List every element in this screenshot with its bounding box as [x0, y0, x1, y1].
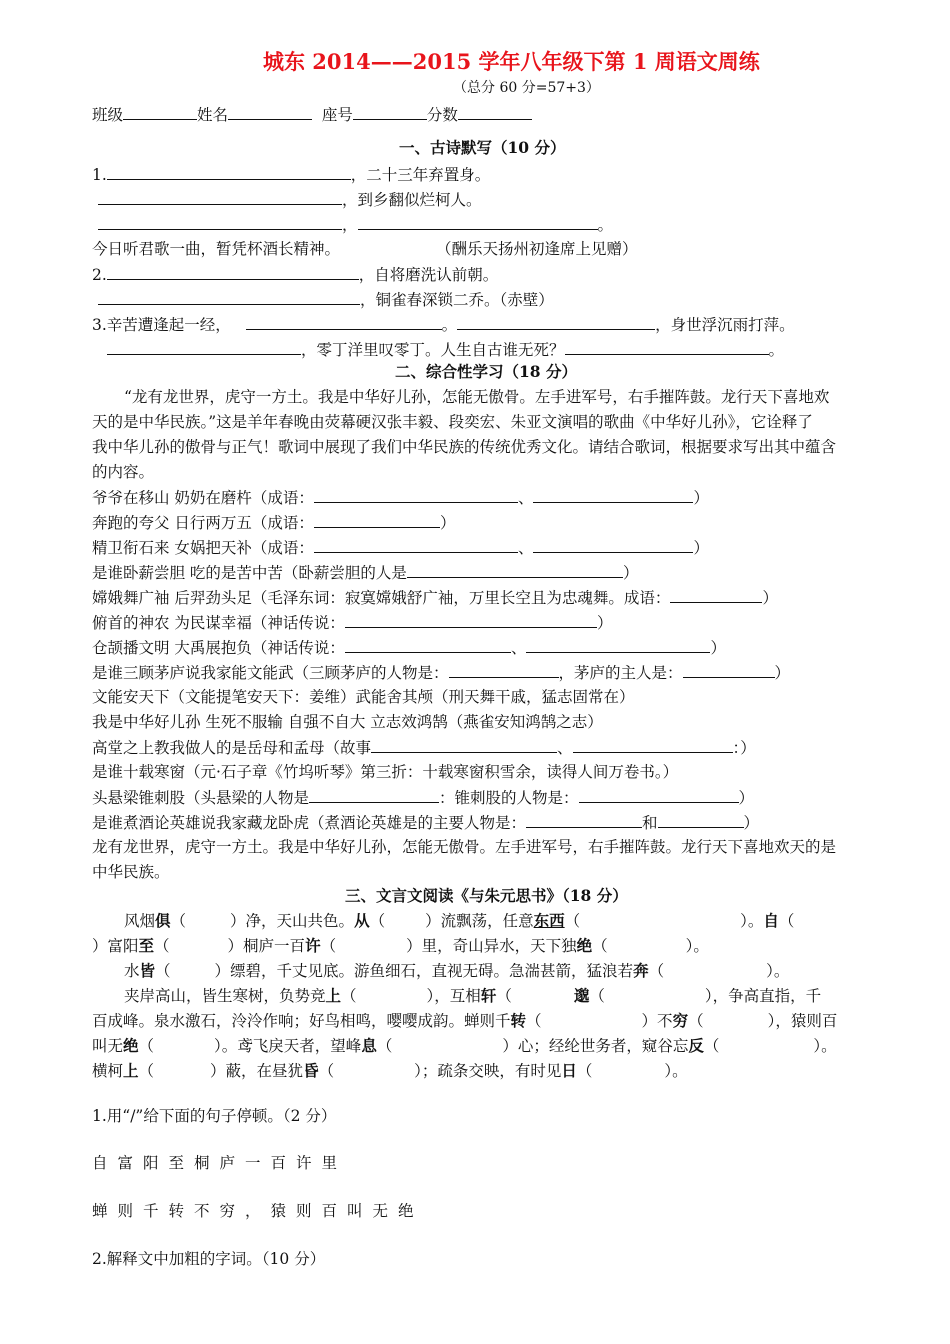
answer-blank[interactable]	[407, 562, 623, 578]
question-1: 1.用“/”给下面的句子停顿。（2 分）	[92, 1107, 337, 1125]
section1-heading: 一、古诗默写（10 分）	[399, 138, 566, 157]
answer-blank[interactable]	[314, 487, 518, 503]
answer-blank[interactable]	[98, 189, 342, 205]
answer-blank[interactable]	[98, 214, 342, 230]
score-field[interactable]	[458, 104, 532, 120]
s3-passage-line-7: 横柯上（ ）蔽，在昼犹昏（ ）；疏条交映，有时见日（ ）。	[92, 1061, 688, 1080]
s2-line-8: 是谁三顾茅庐说我家能文能武（三顾茅庐的人物是： ，茅庐的主人是： ）	[92, 664, 791, 682]
answer-blank[interactable]	[670, 587, 762, 603]
answer-blank[interactable]	[533, 487, 693, 503]
s3-passage-line-1: 风烟俱（ ）净，天山共色。从（ ）流飘荡，任意东西（ ）。自（	[124, 911, 795, 930]
answer-blank[interactable]	[309, 787, 439, 803]
s2-intro-4: 的内容。	[92, 463, 155, 481]
s1-q1-source: （酬乐天扬州初逢席上见赠）	[436, 240, 638, 258]
s2-line-11: 高堂之上教我做人的是岳母和孟母（故事 、 ：）	[92, 739, 756, 757]
answer-blank[interactable]	[107, 164, 351, 180]
answer-blank[interactable]	[573, 737, 733, 753]
score-label: 分数	[426, 106, 458, 124]
question-2: 2.解释文中加粗的字词。（10 分）	[92, 1250, 326, 1268]
s2-line-6: 俯首的神农 为民谋幸福（神话传说： ）	[92, 614, 613, 632]
answer-blank[interactable]	[107, 339, 301, 355]
s1-q2-line1: 2. ，自将磨洗认前朝。	[92, 266, 499, 284]
seat-field[interactable]	[353, 104, 427, 120]
s2-line-13: 头悬梁锥刺股（头悬梁的人物是 ：锥刺股的人物是： ）	[92, 789, 755, 807]
s1-q1-line4: 今日听君歌一曲，暂凭杯酒长精神。	[92, 240, 341, 258]
s2-line-12: 是谁十载寒窗（元·石子章《竹坞听琴》第三折：十载寒窗积雪余，读得人间万卷书。）	[92, 763, 679, 781]
name-label: 姓名	[197, 106, 229, 124]
s1-q1-line2: ，到乡翻似烂柯人。	[98, 189, 482, 210]
answer-blank[interactable]	[98, 289, 360, 305]
s2-line-2: 奔跑的夸父 日行两万五（成语： ）	[92, 514, 456, 532]
answer-blank[interactable]	[683, 662, 775, 678]
answer-blank[interactable]	[345, 612, 597, 628]
s2-line-10: 我是中华好儿孙 生死不服输 自强不自大 立志效鸿鹄（燕雀安知鸿鹄之志）	[92, 713, 603, 731]
page-title: 城东 2014——2015 学年八年级下第 1 周语文周练	[263, 49, 760, 74]
answer-blank[interactable]	[526, 637, 710, 653]
question-1-sentence-2[interactable]: 蝉则千转不穷，猿则百叫无绝	[92, 1202, 424, 1220]
s1-q3-line1: 3.辛苦遭逢起一经， 。 ，身世浮沉雨打萍。	[92, 316, 795, 334]
answer-blank[interactable]	[246, 314, 442, 330]
answer-blank[interactable]	[345, 637, 511, 653]
class-label: 班级	[92, 106, 124, 124]
answer-blank[interactable]	[107, 264, 359, 280]
s2-line-5: 嫦娥舞广袖 后羿劲头足（毛泽东词：寂寞嫦娥舒广袖，万里长空且为忠魂舞。成语： ）	[92, 589, 778, 607]
s2-line-14: 是谁煮酒论英雄说我家藏龙卧虎（煮酒论英雄是的主要人物是： 和 ）	[92, 814, 760, 832]
s2-line-1: 爷爷在移山 奶奶在磨杵（成语： 、 ）	[92, 489, 709, 507]
answer-blank[interactable]	[314, 512, 440, 528]
s2-line-4: 是谁卧薪尝胆 吃的是苦中苦（卧薪尝胆的人是 ）	[92, 564, 639, 582]
answer-blank[interactable]	[457, 314, 655, 330]
answer-blank[interactable]	[533, 537, 693, 553]
s2-line-9: 文能安天下（文能提笔安天下：姜维）武能舍其颅（刑天舞干戚，猛志固常在）	[92, 688, 635, 706]
s2-line-3: 精卫衔石来 女娲把天补（成语： 、 ）	[92, 539, 709, 557]
answer-blank[interactable]	[526, 812, 642, 828]
s3-passage-line-3: 水皆（ ）缥碧，千丈见底。游鱼细石，直视无碍。急湍甚箭，猛浪若奔（ ）。	[124, 961, 790, 980]
section3-heading: 三、文言文阅读《与朱元思书》（18 分）	[345, 886, 628, 905]
s1-q3-line2: ，零丁洋里叹零丁。人生自古谁无死？ 。	[107, 339, 784, 360]
question-1-sentence-1[interactable]: 自富阳至桐庐一百许里	[92, 1154, 348, 1172]
s3-passage-line-5: 百成峰。泉水激石，泠泠作响；好鸟相鸣，嘤嘤成韵。蝉则千转（ ）不穷（ ），猿则百	[92, 1011, 838, 1030]
s2-intro-3: 我中华儿孙的傲骨与正气！歌词中展现了我们中华民族的传统优秀文化。请结合歌词，根据要求写出其中蕴含	[92, 438, 837, 456]
seat-label: 座号	[321, 106, 353, 124]
answer-blank[interactable]	[565, 339, 769, 355]
answer-blank[interactable]	[449, 662, 559, 678]
answer-blank[interactable]	[358, 214, 598, 230]
s2-intro-2: 天的是中华民族。”这是羊年春晚由荧幕硬汉张丰毅、段奕宏、朱亚文演唱的歌曲《中华好儿孙》，它诠释了	[92, 413, 813, 431]
s3-passage-line-4: 夹岸高山，皆生寒树，负势竞上（ ），互相轩（ 邈（ ），争高直指，千	[124, 986, 822, 1005]
s3-passage-line-6: 叫无绝（ ）。鸢飞戾天者，望峰息（ ）心；经纶世务者，窥谷忘反（ ）。	[92, 1036, 837, 1055]
student-info-row	[92, 104, 532, 125]
answer-blank[interactable]	[658, 812, 744, 828]
answer-blank[interactable]	[579, 787, 739, 803]
s2-line-7: 仓颉播文明 大禹展抱负（神话传说： 、 ）	[92, 639, 726, 657]
s1-q1-line1: 1. ，二十三年弃置身。	[92, 166, 491, 184]
answer-blank[interactable]	[314, 537, 518, 553]
s1-q2-line2: ，铜雀春深锁二乔。（赤壁）	[98, 289, 554, 310]
class-field[interactable]	[123, 104, 197, 120]
s3-passage-line-2: ）富阳至（ ）桐庐一百许（ ）里，奇山异水，天下独绝（ ）。	[92, 936, 709, 955]
name-field[interactable]	[228, 104, 312, 120]
s2-outro-2: 中华民族。	[92, 863, 170, 881]
answer-blank[interactable]	[371, 737, 557, 753]
section2-heading: 二、综合性学习（18 分）	[395, 362, 577, 381]
score-note: （总分 60 分=57+3）	[453, 80, 600, 96]
s2-intro-1: “龙有龙世界，虎守一方土。我是中华好儿孙，怎能无傲骨。左手进军号，右手摧阵鼓。龙行天下喜地欢	[124, 388, 830, 406]
s1-q1-line3: ， 。	[98, 214, 613, 235]
s2-outro-1: 龙有龙世界，虎守一方土。我是中华好儿孙，怎能无傲骨。左手进军号，右手摧阵鼓。龙行天下喜地欢天的是	[92, 838, 837, 856]
